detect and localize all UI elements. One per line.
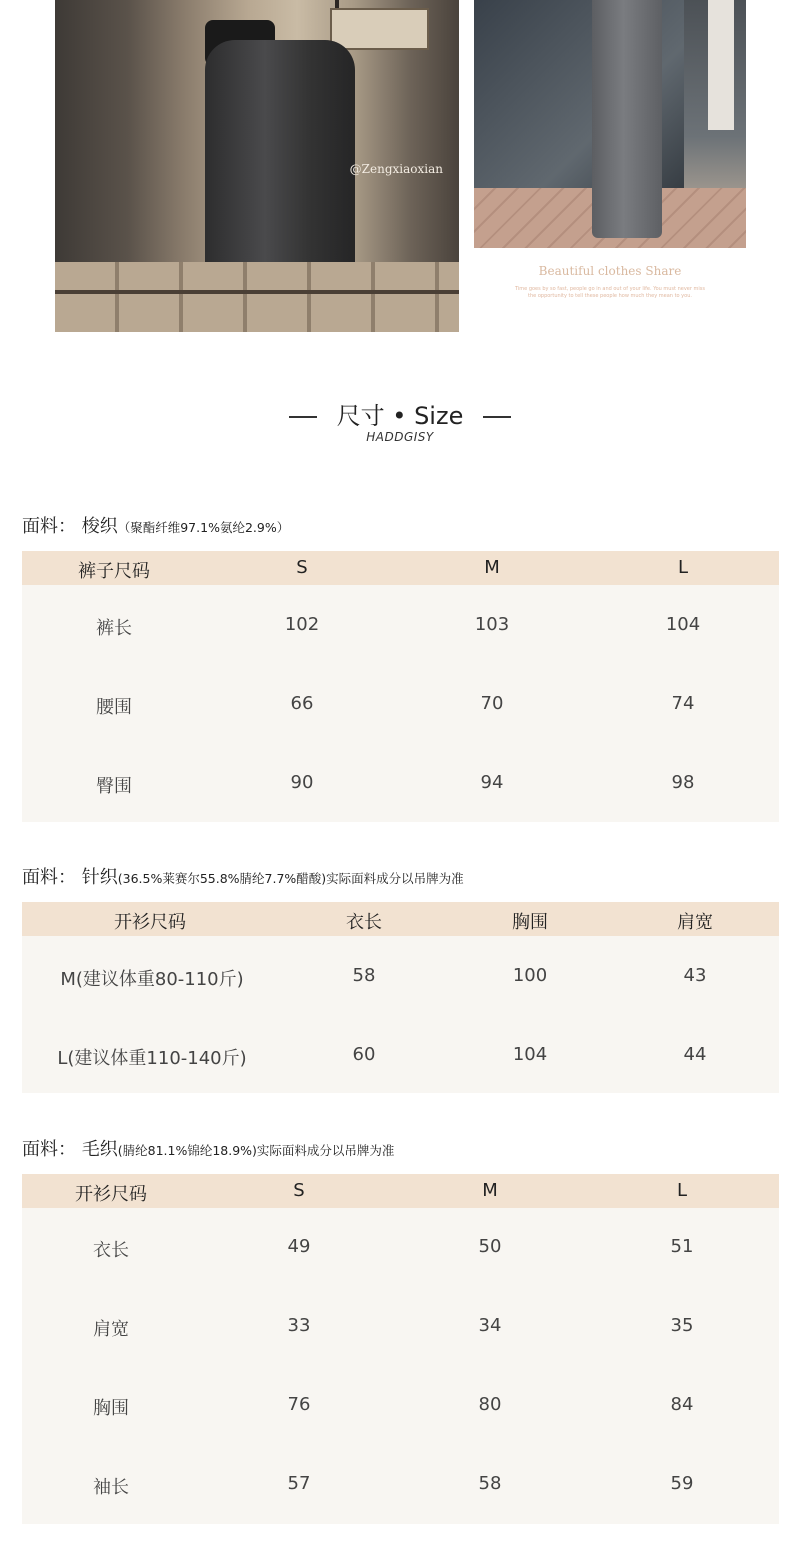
photo-watermark: @Zengxiaoxian xyxy=(349,162,443,176)
header-cell: S xyxy=(296,557,308,578)
value-cell: 33 xyxy=(287,1315,311,1336)
value-cell: 104 xyxy=(512,1044,548,1065)
row-label: L(建议体重110-140斤) xyxy=(57,1048,247,1069)
row-label: 袖长 xyxy=(93,1477,129,1498)
table-header xyxy=(22,1174,779,1208)
value-cell: 50 xyxy=(478,1236,502,1257)
brand-subtitle: HADDGISY xyxy=(366,430,434,444)
fabric-composition: (36.5%莱赛尔55.8%腈纶7.7%醋酸)实际面料成分以吊牌为准 xyxy=(117,871,464,886)
header-cell: 裤子尺码 xyxy=(78,561,150,582)
value-cell: 60 xyxy=(352,1044,376,1065)
value-cell: 98 xyxy=(671,772,695,793)
row-label: 腰围 xyxy=(96,697,132,718)
header-cell: L xyxy=(676,1180,688,1201)
size-heading xyxy=(0,396,800,431)
fabric-name: 针织 xyxy=(81,867,118,888)
value-cell: 57 xyxy=(287,1473,311,1494)
header-cell: 肩宽 xyxy=(677,912,713,933)
share-subtitle-line-1: Time goes by so fast, people go in and out of your life. You must never miss xyxy=(515,286,705,292)
elevator-sign xyxy=(330,8,429,50)
model-photo-right xyxy=(474,0,746,248)
table-header xyxy=(22,551,779,585)
table-header xyxy=(22,902,779,936)
fabric-line-knit xyxy=(22,863,464,889)
header-cell: 开衫尺码 xyxy=(114,912,186,933)
header-cell: M xyxy=(482,1180,498,1201)
share-subtitle-line-2: the opportunity to tell these people how much they mean to you. xyxy=(528,293,692,299)
value-cell: 70 xyxy=(480,693,504,714)
fabric-label: 面料： xyxy=(22,867,76,888)
value-cell: 58 xyxy=(352,965,376,986)
row-label: 衣长 xyxy=(93,1240,129,1261)
value-cell: 80 xyxy=(478,1394,502,1415)
row-label: 臀围 xyxy=(96,776,132,797)
row-label: 肩宽 xyxy=(93,1319,129,1340)
value-cell: 43 xyxy=(683,965,707,986)
value-cell: 103 xyxy=(474,614,510,635)
value-cell: 58 xyxy=(478,1473,502,1494)
heading-dash-left xyxy=(289,416,317,418)
header-cell: S xyxy=(293,1180,305,1201)
header-cell: 开衫尺码 xyxy=(75,1184,147,1205)
fabric-composition: （聚酯纤维97.1%氨纶2.9%） xyxy=(117,520,290,535)
heading-dash-right xyxy=(483,416,511,418)
fabric-name: 梭织 xyxy=(81,516,118,537)
value-cell: 66 xyxy=(290,693,314,714)
value-cell: 35 xyxy=(670,1315,694,1336)
size-title: 尺寸 • Size xyxy=(336,402,464,430)
header-cell: 衣长 xyxy=(346,912,382,933)
tiled-floor xyxy=(55,262,459,332)
value-cell: 49 xyxy=(287,1236,311,1257)
door-frame xyxy=(708,0,734,130)
value-cell: 74 xyxy=(671,693,695,714)
fabric-label: 面料： xyxy=(22,1139,76,1160)
fabric-line-woven xyxy=(22,512,289,538)
value-cell: 44 xyxy=(683,1044,707,1065)
fabric-composition: (腈纶81.1%锦纶18.9%)实际面料成分以吊牌为准 xyxy=(117,1143,395,1158)
value-cell: 90 xyxy=(290,772,314,793)
row-label: 裤长 xyxy=(96,618,132,639)
value-cell: 76 xyxy=(287,1394,311,1415)
value-cell: 104 xyxy=(665,614,701,635)
value-cell: 102 xyxy=(284,614,320,635)
row-label: M(建议体重80-110斤) xyxy=(60,969,244,990)
header-cell: M xyxy=(484,557,500,578)
wool-cardigan-size-table xyxy=(22,1174,779,1524)
share-title: Beautiful clothes Share xyxy=(538,264,682,278)
value-cell: 51 xyxy=(670,1236,694,1257)
model-photo-left xyxy=(55,0,459,332)
fabric-label: 面料： xyxy=(22,516,76,537)
value-cell: 100 xyxy=(512,965,548,986)
fabric-line-wool xyxy=(22,1135,394,1161)
fabric-name: 毛织 xyxy=(81,1139,118,1160)
row-label: 胸围 xyxy=(93,1398,129,1419)
knit-cardigan-size-table xyxy=(22,902,779,1093)
header-cell: 胸围 xyxy=(512,912,548,933)
header-cell: L xyxy=(677,557,689,578)
value-cell: 34 xyxy=(478,1315,502,1336)
pants-size-table xyxy=(22,551,779,822)
value-cell: 84 xyxy=(670,1394,694,1415)
wide-leg-pants xyxy=(592,0,662,238)
value-cell: 59 xyxy=(670,1473,694,1494)
value-cell: 94 xyxy=(480,772,504,793)
